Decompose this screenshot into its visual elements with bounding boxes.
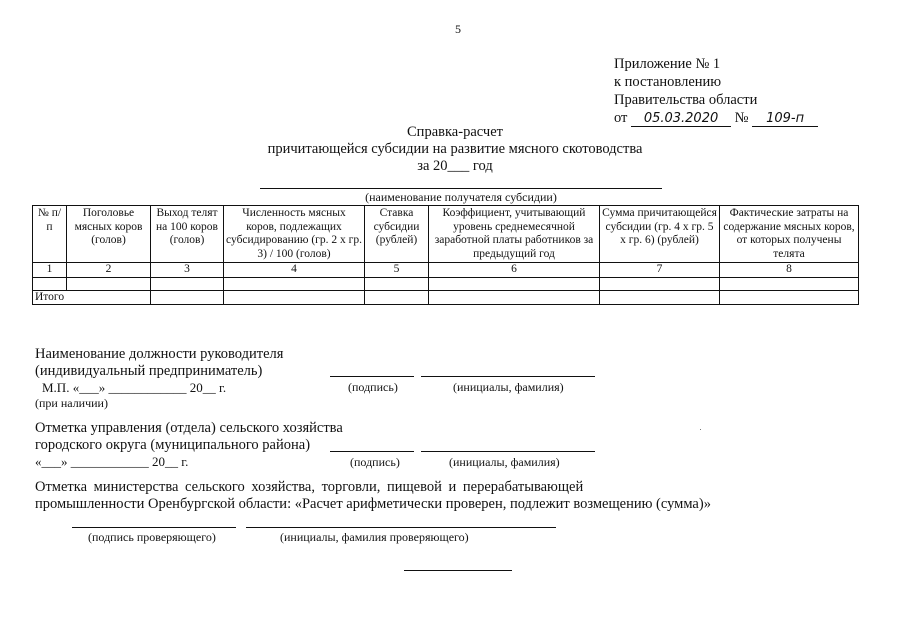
table-cell <box>429 277 600 290</box>
stamp-note: (при наличии) <box>35 396 108 410</box>
checker-name-line <box>246 527 556 528</box>
table-cell <box>600 277 720 290</box>
header-cell: Поголовье мясных коров (голов) <box>67 206 151 263</box>
ministry-line-1: Отметка министерства сельского хозяйства, торговли, пищевой и перерабатывающей <box>35 479 584 495</box>
header-cell: Численность мясных коров, подлежащих субсидированию (гр. 2 х гр. 3) / 100 (голов) <box>224 206 365 263</box>
table-cell <box>365 277 429 290</box>
recipient-name-line <box>260 188 662 189</box>
date-prefix: от <box>614 110 628 126</box>
table-cell <box>151 277 224 290</box>
manager-line-1: Наименование должности руководителя <box>35 346 284 362</box>
department-signature-caption: (подпись) <box>350 455 400 469</box>
handwritten-number: 109-п <box>752 112 818 127</box>
manager-name-caption: (инициалы, фамилия) <box>453 380 564 394</box>
appendix-line-3: Правительства области <box>614 92 758 108</box>
column-number-cell: 1 <box>33 263 67 278</box>
checker-name-caption: (инициалы, фамилия проверяющего) <box>280 530 469 544</box>
department-signature-line <box>330 451 414 452</box>
total-row <box>33 290 859 305</box>
column-number-cell: 4 <box>224 263 365 278</box>
manager-name-line <box>421 376 595 377</box>
manager-stamp-date: М.П. «___» ____________ 20__ г. <box>42 380 227 395</box>
column-number-cell: 2 <box>67 263 151 278</box>
total-label: Итого <box>33 290 151 305</box>
title-line-2: причитающейся субсидии на развитие мясного скотоводства <box>267 141 643 157</box>
header-cell: Фактические затраты на содержание мясных коров, от которых получены телята <box>720 206 859 263</box>
header-cell: Коэффициент, учитывающий уровень среднемесячной заработной платы работников за предыдущий год <box>429 206 600 263</box>
table-row <box>33 277 859 290</box>
table-cell <box>33 277 67 290</box>
ministry-line-2: промышленности Оренбургской области: «Расчет арифметически проверен, подлежит возмещению (сумма)» <box>35 496 711 512</box>
checker-signature-line <box>72 527 236 528</box>
table-cell <box>720 277 859 290</box>
table-cell <box>224 290 365 305</box>
column-number-row <box>33 263 859 278</box>
scan-speck <box>700 429 701 430</box>
title-line-3: за 20___ год <box>417 158 493 174</box>
subsidy-calculation-table <box>32 205 859 305</box>
checker-signature-caption: (подпись проверяющего) <box>88 530 216 544</box>
title-line-1: Справка-расчет <box>407 124 503 140</box>
table-cell <box>429 290 600 305</box>
department-line-2: городского округа (муниципального района) <box>35 437 311 453</box>
table-cell <box>67 277 151 290</box>
department-line-1: Отметка управления (отдела) сельского хозяйства <box>35 420 343 436</box>
closing-rule <box>404 570 512 571</box>
table-cell <box>720 290 859 305</box>
column-number-cell: 8 <box>720 263 859 278</box>
appendix-header <box>614 55 818 127</box>
manager-signature-line <box>330 376 414 377</box>
page-number: 5 <box>455 22 461 36</box>
document-title <box>160 124 750 175</box>
number-sign: № <box>734 110 749 126</box>
department-date-line: «___» ____________ 20__ г. <box>35 454 189 469</box>
header-cell: Сумма причитающейся субсидии (гр. 4 х гр. 5 х гр. 6) (рублей) <box>600 206 720 263</box>
column-number-cell: 5 <box>365 263 429 278</box>
column-number-cell: 7 <box>600 263 720 278</box>
handwritten-date: 05.03.2020 <box>631 112 731 127</box>
manager-line-2: (индивидуальный предприниматель) <box>35 363 263 379</box>
appendix-line-1: Приложение № 1 <box>614 56 721 72</box>
department-name-caption: (инициалы, фамилия) <box>449 455 560 469</box>
column-number-cell: 3 <box>151 263 224 278</box>
table-cell <box>224 277 365 290</box>
table-cell <box>365 290 429 305</box>
manager-signature-caption: (подпись) <box>348 380 398 394</box>
header-cell: Выход телят на 100 коров (голов) <box>151 206 224 263</box>
appendix-line-2: к постановлению <box>614 74 722 90</box>
header-cell: Ставка субсидии (рублей) <box>365 206 429 263</box>
table-header-row <box>33 206 859 263</box>
recipient-caption: (наименование получателя субсидии) <box>365 190 557 204</box>
table-cell <box>151 290 224 305</box>
column-number-cell: 6 <box>429 263 600 278</box>
table-cell <box>600 290 720 305</box>
department-name-line <box>421 451 595 452</box>
header-cell: № п/п <box>33 206 67 263</box>
